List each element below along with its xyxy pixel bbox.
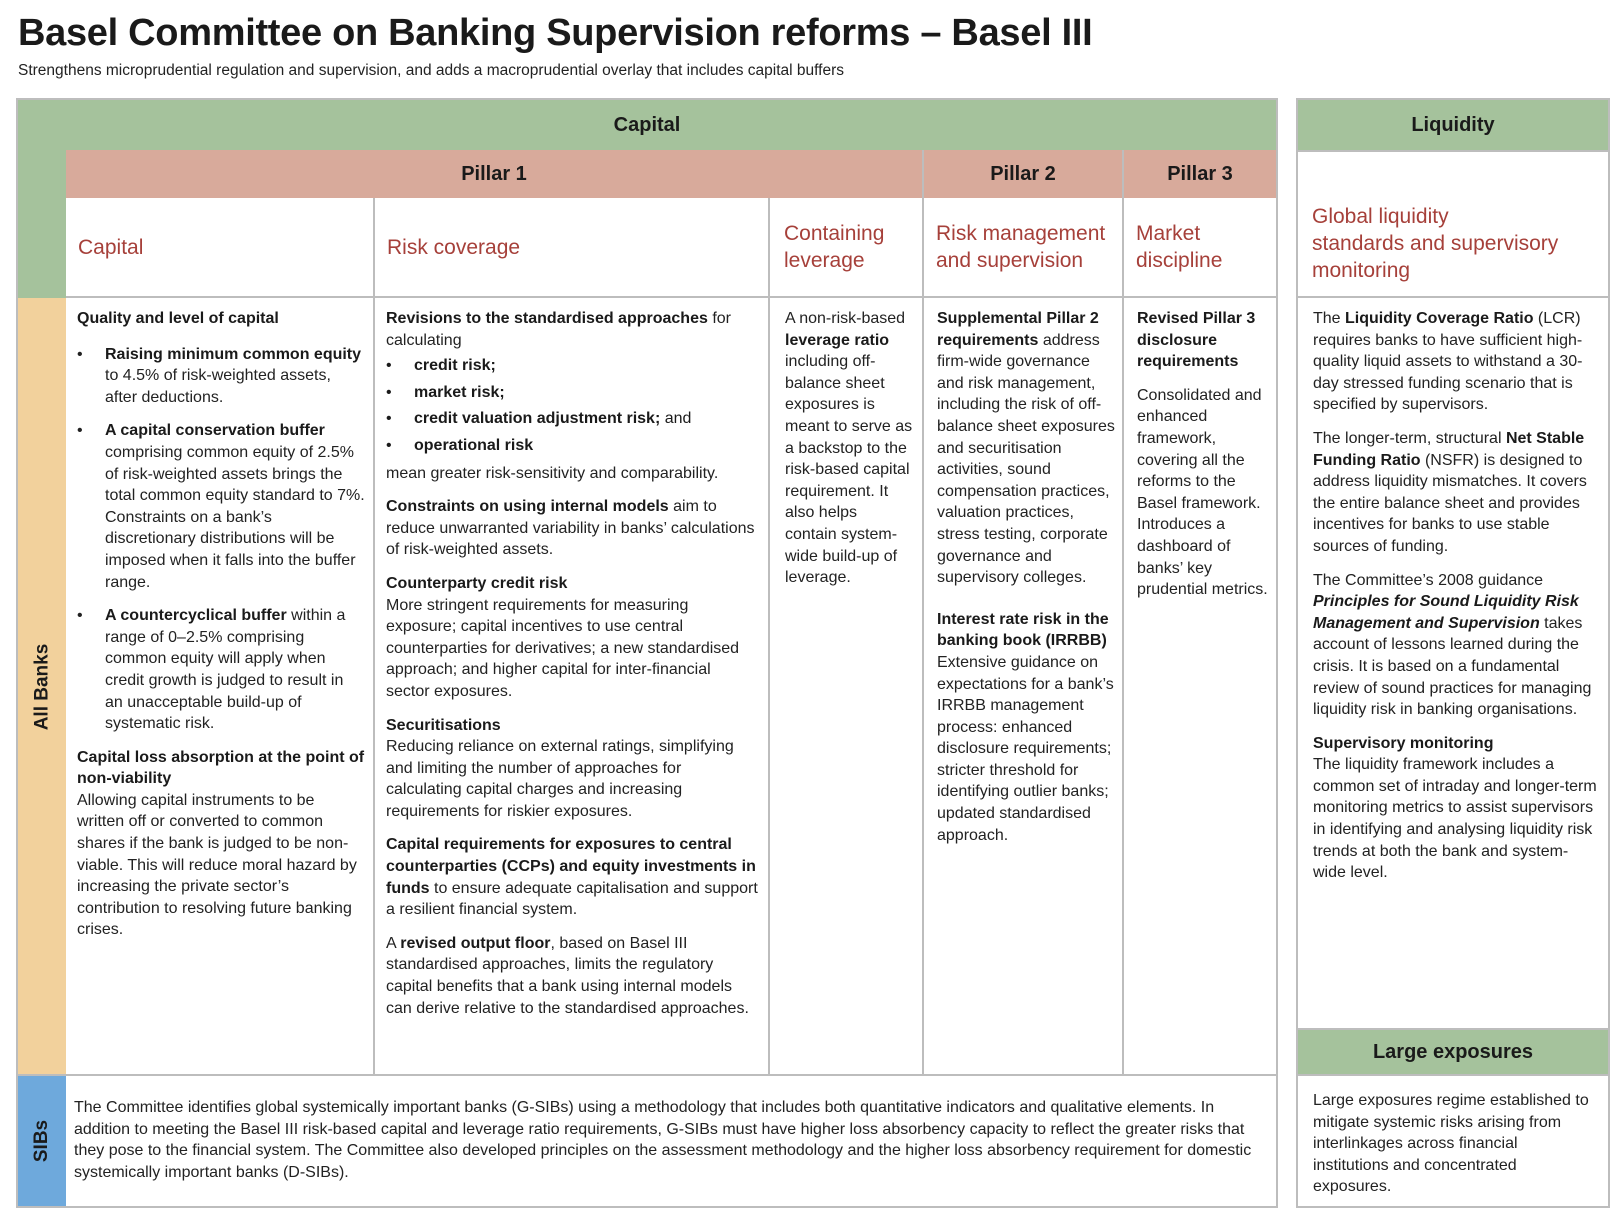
text: The Committee’s 2008 guidance <box>1313 571 1544 589</box>
large-exposures-text: Large exposures regime established to mitigate systemic risks arising from interlinkages across financial institutions and concentrated exposures. <box>1313 1092 1589 1196</box>
pillar1-label: Pillar 1 <box>461 162 527 185</box>
pillar1-header <box>66 150 922 198</box>
bold-text: revised output floor <box>400 934 551 952</box>
text: takes account of lessons learned during the crisis. It is based on a fundamental review of sound practices for managing liquidity risk in banking organisations. <box>1313 614 1592 719</box>
text: The longer-term, structural <box>1313 429 1506 447</box>
paragraph <box>1313 570 1601 721</box>
paragraph: Extensive guidance on expectations for a bank’s IRRBB management process: enhanced disclosure requirements; stricter threshold for identifying outlier banks; updated standardised approach. <box>937 653 1114 844</box>
subhead-liquidity <box>1298 152 1608 294</box>
large-exposures-header <box>1298 1030 1608 1074</box>
paragraph <box>1313 428 1601 558</box>
paragraph: Consolidated and enhanced framework, covering all the reforms to the Basel framework. Introduces a dashboard of banks’ key prudential metrics. <box>1137 386 1268 599</box>
row-label-sibs <box>18 1076 66 1206</box>
capital-header <box>18 100 1276 150</box>
subhead-containing-leverage <box>772 198 922 296</box>
paragraph: More stringent requirements for measuring exposure; capital incentives to use central counterparties for derivatives; a new standardised approach; and higher capital for inter-financial sector exposures. <box>386 596 740 700</box>
row-label-all-banks <box>18 298 66 1076</box>
text: The <box>1313 310 1346 327</box>
liquidity-label: Liquidity <box>1411 113 1495 136</box>
divider <box>66 296 1276 298</box>
subhead-risk-management <box>924 198 1122 296</box>
text: (NSFR) is designed to address liquidity mismatches. It covers the entire balance sheet and provides incentives for banks to use stable sources of funding. <box>1313 451 1587 555</box>
pillar3-label: Pillar 3 <box>1167 162 1233 185</box>
subhead-risk-coverage <box>375 198 768 296</box>
divider <box>18 1074 1276 1076</box>
bold-text: Raising minimum common equity <box>105 345 362 363</box>
paragraph <box>785 308 913 589</box>
list-item: • credit risk; <box>386 355 758 377</box>
subhead-line: monitoring <box>1312 258 1411 282</box>
bold-text: A capital conservation buffer <box>105 422 325 440</box>
paragraph <box>1313 308 1601 416</box>
divider <box>1122 198 1124 1074</box>
divider <box>1122 150 1124 198</box>
text: comprising common equity of 2.5% of risk-weighted assets brings the total common equity standard to 7%. Constraints on a bank’s discretionary distributions will be imposed when it falls into the buffer range. <box>105 443 365 591</box>
text: (LCR) requires banks to have sufficient high-quality liquid assets to withstand a 30-day stressed funding scenario that is specified by supervisors. <box>1313 310 1583 414</box>
sibs-label: SIBs <box>31 1119 52 1163</box>
bold-text: Capital requirements for exposures to central counterparties (CCPs) and equity investments in funds <box>386 836 756 897</box>
bold-italic-text: Principles for Sound Liquidity Risk Management and Supervision <box>1313 593 1579 632</box>
text: to ensure adequate capitalisation and support a resilient financial system. <box>386 879 758 919</box>
list-item: • operational risk <box>386 435 758 457</box>
subhead-capital <box>66 198 373 296</box>
bold-text: Constraints on using internal models <box>386 498 669 516</box>
ccr-heading: Counterparty credit risk <box>386 574 568 592</box>
text: A non-risk-based <box>785 310 906 327</box>
liquidity-column <box>1313 308 1601 896</box>
all-banks-label: All Banks <box>31 643 52 731</box>
paragraph <box>386 834 758 920</box>
paragraph: mean greater risk-sensitivity and comparability. <box>386 464 719 482</box>
bold-text: leverage ratio <box>785 331 890 349</box>
capital-column <box>77 308 365 953</box>
capital-heading: Quality and level of capital <box>77 310 279 327</box>
paragraph <box>386 496 758 561</box>
text: to 4.5% of risk-weighted assets, after deductions. <box>105 367 331 406</box>
subhead-risk-coverage-text: Risk coverage <box>387 235 521 259</box>
subhead-line: discipline <box>1136 249 1223 272</box>
list-item <box>77 605 365 735</box>
text: and <box>660 410 692 428</box>
divider <box>1298 296 1608 298</box>
supervisory-monitoring-heading: Supervisory monitoring <box>1313 734 1494 752</box>
text: credit valuation adjustment risk; <box>414 410 661 428</box>
pillar2-label: Pillar 2 <box>990 162 1056 185</box>
capital-header-label: Capital <box>613 113 681 136</box>
pillar2-header <box>924 150 1122 198</box>
divider <box>922 150 924 198</box>
large-exposures-label: Large exposures <box>1372 1040 1534 1063</box>
list-item <box>386 408 758 430</box>
capital-side-band <box>18 150 66 298</box>
liquidity-header <box>1298 100 1608 150</box>
subhead-line: Market <box>1136 222 1201 245</box>
subhead-line: Global liquidity <box>1312 204 1449 228</box>
text: including off-balance sheet exposures is meant to serve as a backstop to the risk-based capital requirement. It also helps contain system-wide build-up of leverage. <box>785 353 913 587</box>
loss-absorption-text: Allowing capital instruments to be written off or converted to common shares if the bank is judged to be non-viable. This will reduce moral hazard by increasing the private sector’s contribution to resolving future banking crises. <box>77 791 357 939</box>
divider <box>768 198 770 1074</box>
subhead-line: and supervision <box>936 249 1084 272</box>
list-item: • market risk; <box>386 382 758 404</box>
text: address firm-wide governance and risk management, including the risk of off-balance sheet exposures and securitisation activities, sound compensation practices, valuation practices, stress testing, corporate governance and supervisory colleges. <box>937 331 1115 587</box>
bold-text: Revisions to the standardised approaches <box>386 310 708 327</box>
subhead-capital-text: Capital <box>78 235 144 259</box>
bold-text: Liquidity Coverage Ratio <box>1345 310 1534 327</box>
text: A <box>386 934 401 952</box>
loss-absorption-heading: Capital loss absorption at the point of non-viability <box>77 748 365 788</box>
bold-text: Net Stable Funding Ratio <box>1313 429 1585 469</box>
bold-text: A countercyclical buffer <box>105 607 287 625</box>
text: , based on Basel III standardised approaches, limits the regulatory capital benefits that a bank using internal models can derive relative to the standardised approaches. <box>386 934 749 1017</box>
securitisations-heading: Securitisations <box>386 716 501 734</box>
list-item <box>77 420 365 593</box>
paragraph <box>386 308 758 351</box>
page-title: Basel Committee on Banking Supervision reforms – Basel III <box>18 12 1093 54</box>
paragraph <box>937 308 1117 589</box>
text: within a range of 0–2.5% comprising common equity will apply when credit growth is judged to result in an unacceptable build-up of systematic risk. <box>105 607 346 733</box>
paragraph: The liquidity framework includes a common set of intraday and longer-term monitoring metrics to assist supervisors in identifying and analysing liquidity risk trends at both the bank and system-wide level. <box>1313 756 1597 882</box>
divider <box>922 198 924 1074</box>
pillar2-column <box>937 308 1117 858</box>
page-subtitle: Strengthens microprudential regulation and supervision, and adds a macroprudential overlay that includes capital buffers <box>18 62 845 79</box>
subhead-line: leverage <box>784 249 865 272</box>
pillar3-header <box>1124 150 1276 198</box>
paragraph <box>386 933 758 1019</box>
leverage-column <box>785 308 913 601</box>
paragraph: Reducing reliance on external ratings, simplifying and limiting the number of approaches for calculating capital charges and increasing requirements for riskier exposures. <box>386 738 734 820</box>
text: aim to reduce unwarranted variability in banks’ calculations of risk-weighted assets. <box>386 498 755 559</box>
subhead-market-discipline <box>1124 198 1276 296</box>
divider <box>1298 1074 1608 1076</box>
bold-text: Supplemental Pillar 2 requirements <box>937 310 1099 349</box>
risk-coverage-column <box>386 308 758 1031</box>
pillar3-heading: Revised Pillar 3 disclosure requirements <box>1137 310 1256 371</box>
text: for calculating <box>386 310 731 349</box>
subhead-line: Risk management <box>936 222 1106 245</box>
divider <box>373 198 375 1074</box>
subhead-line: standards and supervisory <box>1312 231 1559 255</box>
pillar3-column <box>1137 308 1269 613</box>
subhead-line: Containing <box>784 222 885 245</box>
list-item <box>77 344 365 409</box>
sibs-text: The Committee identifies global systemically important banks (G-SIBs) using a methodology that includes both quantitative indicators and qualitative elements. In addition to meeting the Basel III risk-based capital and leverage ratio requirements, G-SIBs must have higher loss absorbency capacity to reflect the greater risks that they pose to the financial system. The Committee also developed principles on the assessment methodology and the higher loss absorbency requirement for domestic systemically important banks (D-SIBs). <box>74 1099 1252 1181</box>
irrbb-heading: Interest rate risk in the banking book (IRRBB) <box>937 610 1109 650</box>
